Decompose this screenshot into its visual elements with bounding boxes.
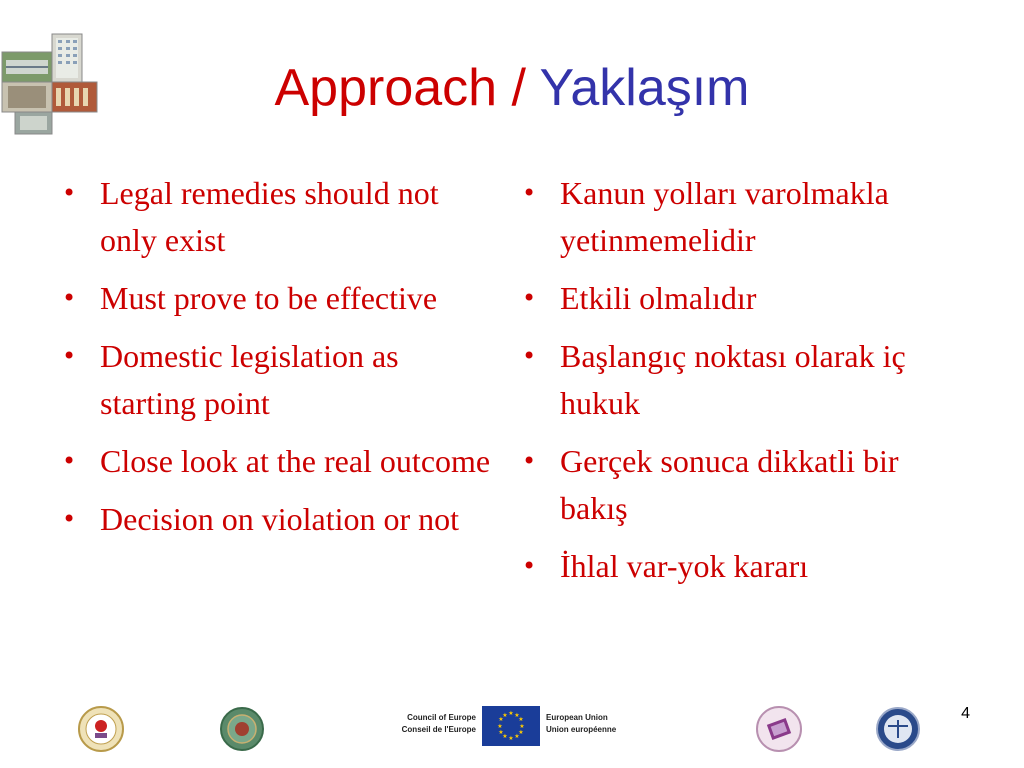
svg-text:★: ★	[514, 712, 520, 719]
svg-text:★: ★	[502, 733, 508, 740]
coe-line-en: Council of Europe	[407, 713, 476, 722]
list-item	[60, 438, 500, 485]
bullet-icon: •	[62, 179, 77, 207]
list-item	[520, 275, 965, 322]
footer-logos	[0, 700, 1024, 768]
bullet-text: Domestic legislation as starting point	[100, 338, 399, 421]
svg-text:★: ★	[518, 729, 524, 736]
bullet-icon: •	[522, 447, 537, 475]
court-seal-icon	[220, 706, 264, 752]
svg-text:★: ★	[518, 716, 524, 723]
bullet-text: Etkili olmalıdır	[560, 280, 757, 316]
english-bullet-list	[60, 170, 500, 554]
bullet-icon: •	[522, 284, 537, 312]
list-item	[520, 333, 965, 427]
academy-seal-icon	[756, 706, 802, 752]
list-item	[520, 170, 965, 264]
svg-text:★: ★	[498, 729, 504, 736]
list-item	[60, 275, 500, 322]
bullet-icon: •	[522, 342, 537, 370]
eu-line-fr: Union européenne	[546, 725, 617, 734]
title-separator: /	[511, 59, 526, 117]
title-english: Approach	[274, 59, 498, 117]
page-number: 4	[961, 705, 970, 722]
eu-line-en: European Union	[546, 713, 608, 722]
european-union-label	[546, 712, 656, 736]
bullet-text: Must prove to be effective	[100, 280, 438, 316]
slide-title	[0, 59, 1024, 117]
list-item	[520, 438, 965, 532]
svg-text:★: ★	[508, 710, 514, 717]
bullet-icon: •	[62, 284, 77, 312]
list-item	[60, 170, 500, 264]
svg-text:★: ★	[497, 723, 503, 730]
svg-text:★: ★	[508, 735, 514, 742]
council-of-europe-label	[380, 712, 476, 736]
eu-stars-icon	[482, 706, 540, 746]
bullet-icon: •	[522, 179, 537, 207]
bullet-text: Başlangıç noktası olarak iç hukuk	[560, 338, 906, 421]
list-item	[60, 333, 500, 427]
title-turkish: Yaklaşım	[539, 59, 750, 117]
bullet-icon: •	[62, 447, 77, 475]
svg-text:★: ★	[498, 716, 504, 723]
list-item	[520, 543, 965, 590]
svg-text:★: ★	[502, 712, 508, 719]
svg-text:★: ★	[514, 733, 520, 740]
turkish-bullet-list	[520, 170, 965, 601]
bullet-text: Decision on violation or not	[100, 501, 460, 537]
institution-seal-icon	[78, 706, 124, 752]
bullet-icon: •	[522, 552, 537, 580]
list-item	[60, 496, 500, 543]
bullet-text: İhlal var-yok kararı	[560, 548, 809, 584]
justice-seal-icon	[876, 706, 920, 752]
bullet-text: Kanun yolları varolmakla yetinmemelidir	[560, 175, 889, 258]
eu-flag-icon	[482, 706, 540, 746]
svg-text:★: ★	[519, 723, 525, 730]
bullet-text: Gerçek sonuca dikkatli bir bakış	[560, 443, 899, 526]
bullet-icon: •	[62, 342, 77, 370]
coe-line-fr: Conseil de l'Europe	[401, 725, 476, 734]
bullet-text: Close look at the real outcome	[100, 443, 491, 479]
bullet-text: Legal remedies should not only exist	[100, 175, 439, 258]
bullet-icon: •	[62, 505, 77, 533]
